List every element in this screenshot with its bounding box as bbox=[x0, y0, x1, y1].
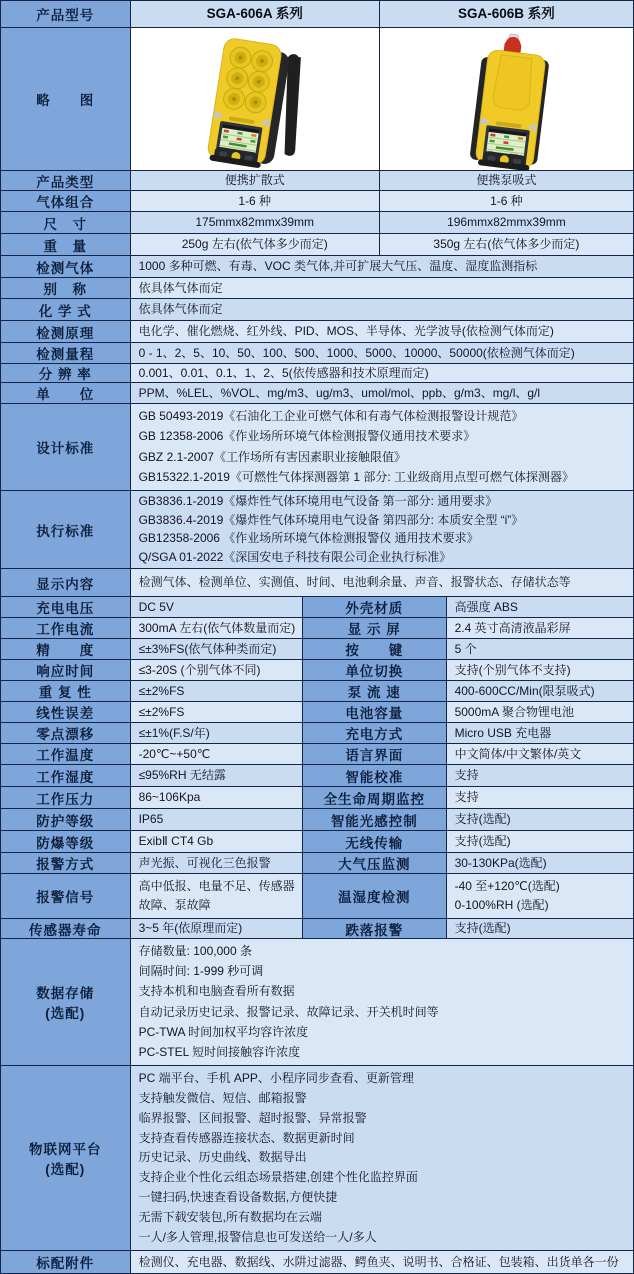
design-standards-value-line: GB 50493-2019《石油化工企业可燃气体和有毒气体检测报警设计规范》 bbox=[138, 409, 524, 424]
alarm-signal-value-1-line: 高中低报、电量不足、传感器 bbox=[138, 878, 295, 893]
data-storage-label bbox=[1, 939, 131, 1065]
row-standard-accessories bbox=[1, 1251, 633, 1273]
working-temperature-label-2-text: 语言界面 bbox=[345, 748, 404, 763]
detected-gas-value bbox=[131, 256, 633, 277]
detected-gas-value-line: 1000 多种可燃、有毒、VOC 类气体,并可扩展大气压、温度、湿度监测指标 bbox=[138, 259, 538, 273]
alarm-mode-value-2-line: 30-130KPa(选配) bbox=[454, 855, 547, 870]
row-alarm-signal bbox=[1, 874, 633, 919]
detection-principle-value-line: 电化学、催化燃烧、红外线、PID、MOS、半导体、光学波导(依检测气体而定) bbox=[138, 324, 554, 338]
design-standards-value-line: GBZ 2.1-2007《工作场所有害因素职业接触限值》 bbox=[138, 449, 406, 464]
dimensions-value-a bbox=[131, 212, 380, 233]
accuracy-value-2-line: 5 个 bbox=[454, 641, 477, 656]
zero-drift-label-2-text: 充电方式 bbox=[345, 727, 404, 742]
working-temperature-label-text: 工作温度 bbox=[36, 748, 95, 763]
response-time-label-2 bbox=[303, 660, 447, 680]
execution-standards-value-line: GB3836.4-2019《爆炸性气体环境用电气设备 第四部分: 本质安全型 “i”》 bbox=[138, 512, 524, 527]
gas-combination-value-a-line: 1-6 种 bbox=[238, 193, 272, 208]
device-b-photo-cell bbox=[380, 28, 633, 170]
chemical-formula-label bbox=[1, 299, 131, 320]
row-unit bbox=[1, 383, 633, 404]
zero-drift-value-1 bbox=[131, 723, 303, 743]
alarm-signal-value-1-line: 故障、泵故障 bbox=[138, 898, 211, 913]
iot-platform-value-line: 支持企业个性化云组态场景搭建,创建个性化监控界面 bbox=[138, 1170, 418, 1185]
resolution-value bbox=[131, 364, 633, 382]
display-content-value bbox=[131, 569, 633, 596]
gas-combination-label bbox=[1, 191, 131, 211]
charging-voltage-value-2 bbox=[447, 597, 633, 617]
explosion-proof-rating-label-2-text: 无线传输 bbox=[345, 835, 404, 851]
row-repeatability bbox=[1, 681, 633, 702]
alias-value-line: 依具体气体而定 bbox=[138, 280, 223, 295]
working-humidity-value-2-line: 支持 bbox=[454, 768, 479, 782]
alias-value bbox=[131, 278, 633, 298]
device-b-image bbox=[380, 28, 633, 170]
row-dimensions bbox=[1, 212, 633, 234]
iot-platform-label-text-2: (选配) bbox=[45, 1162, 86, 1177]
dimensions-label-text: 尺 寸 bbox=[43, 216, 88, 232]
device-a-image bbox=[131, 28, 380, 170]
working-temperature-value-2 bbox=[447, 744, 633, 764]
working-pressure-label-text: 工作压力 bbox=[36, 791, 95, 807]
execution-standards-value-line: GB3836.1-2019《爆炸性气体环境用电气设备 第一部分: 通用要求》 bbox=[138, 494, 498, 509]
execution-standards-label-text: 执行标准 bbox=[36, 523, 95, 539]
protection-rating-value-2 bbox=[447, 809, 633, 830]
design-standards-value-line: GB15322.1-2019《可燃性气体探测器第 1 部分: 工业级商用点型可燃气体探测器》 bbox=[138, 469, 574, 484]
explosion-proof-rating-value-1 bbox=[131, 831, 303, 852]
unit-value bbox=[131, 383, 633, 403]
working-pressure-label bbox=[1, 787, 131, 808]
row-alarm-mode bbox=[1, 853, 633, 874]
charging-voltage-label-2 bbox=[303, 597, 447, 617]
row-gas-combination bbox=[1, 191, 633, 212]
sensor-life-value-1-line: 3~5 年(依原理而定) bbox=[138, 921, 243, 935]
row-product-type bbox=[1, 171, 633, 191]
row-accuracy bbox=[1, 639, 633, 660]
detection-principle-value bbox=[131, 321, 633, 342]
alarm-mode-label bbox=[1, 853, 131, 873]
detection-principle-label-text: 检测原理 bbox=[36, 325, 95, 341]
product-model-col-a bbox=[131, 1, 380, 27]
charging-voltage-value-2-line: 高强度 ABS bbox=[454, 599, 518, 614]
working-pressure-label-2-text: 全生命周期监控 bbox=[323, 791, 426, 807]
row-charging-voltage bbox=[1, 597, 633, 618]
row-sketch bbox=[1, 28, 633, 171]
response-time-value-1-line: ≤3-20S (个别气体不同) bbox=[138, 662, 261, 677]
gas-combination-value-b bbox=[380, 191, 633, 211]
dimensions-label bbox=[1, 212, 131, 233]
charging-voltage-value-1 bbox=[131, 597, 303, 617]
weight-value-b-line: 350g 左右(依气体多少而定) bbox=[433, 237, 580, 251]
data-storage-label-text-2: (选配) bbox=[45, 1006, 86, 1021]
iot-platform-value-line: 无需下载安装包,所有数据均在云端 bbox=[138, 1210, 322, 1225]
execution-standards-value-line: Q/SGA 01-2022《深国安电子科技有限公司企业执行标准》 bbox=[138, 549, 452, 564]
iot-platform-value-line: 历史记录、历史曲线、数据导出 bbox=[138, 1150, 307, 1165]
accuracy-value-1-line: ≤±3%FS(依气体种类而定) bbox=[138, 641, 277, 656]
explosion-proof-rating-value-2-line: 支持(选配) bbox=[454, 834, 511, 848]
row-iot-platform bbox=[1, 1066, 633, 1251]
iot-platform-value bbox=[131, 1066, 633, 1250]
working-temperature-value-2-line: 中文简体/中文繁体/英文 bbox=[454, 746, 582, 761]
repeatability-label bbox=[1, 681, 131, 701]
iot-platform-value-line: PC 端平台、手机 APP、小程序同步查看、更新管理 bbox=[138, 1070, 414, 1085]
gas-combination-label-text: 气体组合 bbox=[36, 195, 95, 210]
alarm-signal-label-text: 报警信号 bbox=[36, 890, 95, 905]
standard-accessories-value bbox=[131, 1251, 633, 1273]
row-working-pressure bbox=[1, 787, 633, 809]
detection-principle-label bbox=[1, 321, 131, 342]
weight-value-a bbox=[131, 234, 380, 255]
working-humidity-value-1 bbox=[131, 765, 303, 786]
iot-platform-value-line: 支持查看传感器连接状态、数据更新时间 bbox=[138, 1130, 355, 1145]
working-current-label-2-text: 显 示 屏 bbox=[347, 622, 401, 637]
sketch-label-text: 略 图 bbox=[36, 93, 95, 108]
alarm-signal-label-2 bbox=[303, 874, 447, 918]
product-model-col-b-line: SGA-606B 系列 bbox=[458, 5, 555, 21]
detection-range-value-line: 0 - 1、2、5、10、50、100、500、1000、5000、10000、50000(依检测气体而定) bbox=[138, 345, 575, 360]
execution-standards-label bbox=[1, 491, 131, 568]
product-type-value-b-line: 便携泵吸式 bbox=[476, 173, 537, 187]
display-content-label-text: 显示内容 bbox=[36, 576, 95, 592]
working-humidity-label-text: 工作湿度 bbox=[36, 769, 95, 785]
data-storage-value-line: 存储数量: 100,000 条 bbox=[138, 944, 252, 959]
response-time-value-2 bbox=[447, 660, 633, 680]
repeatability-label-2 bbox=[303, 681, 447, 701]
working-pressure-value-1 bbox=[131, 787, 303, 808]
product-type-value-a bbox=[131, 171, 380, 190]
sensor-life-value-1 bbox=[131, 919, 303, 938]
alias-label-text: 别 称 bbox=[43, 282, 88, 297]
repeatability-value-1-line: ≤±2%FS bbox=[138, 683, 185, 698]
row-design-standards bbox=[1, 404, 633, 491]
linearity-error-label-2-text: 电池容量 bbox=[345, 706, 404, 721]
working-temperature-label bbox=[1, 744, 131, 764]
row-explosion-proof-rating bbox=[1, 831, 633, 853]
response-time-value-1 bbox=[131, 660, 303, 680]
alias-label bbox=[1, 278, 131, 298]
alarm-mode-value-1-line: 声光振、可视化三色报警 bbox=[138, 855, 271, 870]
protection-rating-value-1-line: IP65 bbox=[138, 812, 164, 826]
protection-rating-label-2-text: 智能光感控制 bbox=[330, 813, 418, 829]
data-storage-value-line: 自动记录历史记录、报警记录、故障记录、开关机时间等 bbox=[138, 1004, 439, 1019]
charging-voltage-label-text: 充电电压 bbox=[36, 601, 95, 616]
row-working-current bbox=[1, 618, 633, 639]
product-type-label-text: 产品类型 bbox=[36, 174, 95, 190]
sensor-life-label-text: 传感器寿命 bbox=[29, 922, 102, 938]
data-storage-value-line: 间隔时间: 1-999 秒可调 bbox=[138, 964, 264, 979]
explosion-proof-rating-value-2 bbox=[447, 831, 633, 852]
accuracy-label-text: 精 度 bbox=[36, 643, 95, 658]
row-data-storage bbox=[1, 939, 633, 1066]
design-standards-label bbox=[1, 404, 131, 490]
working-current-label bbox=[1, 618, 131, 638]
working-pressure-value-2 bbox=[447, 787, 633, 808]
row-detection-range bbox=[1, 343, 633, 364]
zero-drift-value-2-line: Micro USB 充电器 bbox=[454, 725, 552, 740]
linearity-error-value-1-line: ≤±2%FS bbox=[138, 704, 185, 719]
charging-voltage-label bbox=[1, 597, 131, 617]
detected-gas-label-text: 检测气体 bbox=[36, 260, 95, 276]
working-current-label-2 bbox=[303, 618, 447, 638]
row-response-time bbox=[1, 660, 633, 681]
chemical-formula-value-line: 依具体气体而定 bbox=[138, 302, 223, 316]
gas-combination-value-a bbox=[131, 191, 380, 211]
protection-rating-label-text: 防护等级 bbox=[36, 813, 95, 829]
alarm-signal-value-2-line: -40 至+120℃(选配) bbox=[454, 878, 560, 893]
row-chemical-formula bbox=[1, 299, 633, 321]
working-humidity-value-1-line: ≤95%RH 无结露 bbox=[138, 768, 226, 782]
working-pressure-value-2-line: 支持 bbox=[454, 790, 479, 804]
response-time-label-2-text: 单位切换 bbox=[345, 664, 404, 679]
working-temperature-value-1-line: -20℃~+50℃ bbox=[138, 746, 211, 761]
sensor-life-label-2-text: 跌落报警 bbox=[345, 922, 404, 938]
alarm-signal-value-1 bbox=[131, 874, 303, 918]
detection-range-value bbox=[131, 343, 633, 363]
detection-range-label bbox=[1, 343, 131, 363]
standard-accessories-label bbox=[1, 1251, 131, 1273]
standard-accessories-label-text: 标配附件 bbox=[36, 1256, 95, 1271]
row-resolution bbox=[1, 364, 633, 383]
alarm-signal-label-2-text: 温湿度检测 bbox=[338, 890, 411, 905]
design-standards-value-line: GB 12358-2006《作业场所环境气体检测报警仪通用技术要求》 bbox=[138, 429, 476, 444]
alarm-mode-label-2 bbox=[303, 853, 447, 873]
data-storage-value-line: PC-TWA 时间加权平均容许浓度 bbox=[138, 1024, 309, 1039]
product-model-label bbox=[1, 1, 131, 27]
charging-voltage-label-2-text: 外壳材质 bbox=[345, 601, 404, 616]
row-linearity-error bbox=[1, 702, 633, 723]
iot-platform-label-text: 物联网平台 bbox=[29, 1142, 102, 1157]
iot-platform-value-line: 一键扫码,快速查看设备数据,方便快捷 bbox=[138, 1190, 338, 1205]
chemical-formula-value bbox=[131, 299, 633, 320]
execution-standards-value bbox=[131, 491, 633, 568]
linearity-error-value-2 bbox=[447, 702, 633, 722]
dimensions-value-b-line: 196mmx82mmx39mm bbox=[447, 215, 566, 229]
chemical-formula-label-text: 化 学 式 bbox=[38, 303, 92, 319]
protection-rating-label-2 bbox=[303, 809, 447, 830]
unit-label-text: 单 位 bbox=[36, 387, 95, 402]
resolution-value-line: 0.001、0.01、0.1、1、2、5(依传感器和技术原理而定) bbox=[138, 365, 429, 380]
sensor-life-label-2 bbox=[303, 919, 447, 938]
working-humidity-label-2-text: 智能校准 bbox=[345, 769, 404, 785]
alarm-mode-value-2 bbox=[447, 853, 633, 873]
repeatability-value-2 bbox=[447, 681, 633, 701]
alarm-mode-value-1 bbox=[131, 853, 303, 873]
explosion-proof-rating-label-text: 防爆等级 bbox=[36, 835, 95, 851]
response-time-label bbox=[1, 660, 131, 680]
sensor-life-value-2-line: 支持(选配) bbox=[454, 921, 511, 935]
charging-voltage-value-1-line: DC 5V bbox=[138, 599, 174, 614]
row-display-content bbox=[1, 569, 633, 597]
alarm-signal-value-2 bbox=[447, 874, 633, 918]
explosion-proof-rating-value-1-line: ExibⅡ CT4 Gb bbox=[138, 834, 214, 848]
detected-gas-label bbox=[1, 256, 131, 277]
row-weight bbox=[1, 234, 633, 256]
protection-rating-value-1 bbox=[131, 809, 303, 830]
working-humidity-label-2 bbox=[303, 765, 447, 786]
explosion-proof-rating-label-2 bbox=[303, 831, 447, 852]
data-storage-value-line: 支持本机和电脑查看所有数据 bbox=[138, 984, 295, 999]
linearity-error-label-text: 线性误差 bbox=[36, 706, 95, 721]
sensor-life-label bbox=[1, 919, 131, 938]
accuracy-value-1 bbox=[131, 639, 303, 659]
zero-drift-value-2 bbox=[447, 723, 633, 743]
accuracy-label bbox=[1, 639, 131, 659]
display-content-label bbox=[1, 569, 131, 596]
row-working-humidity bbox=[1, 765, 633, 787]
display-content-value-line: 检测气体、检测单位、实测值、时间、电池剩余量、声音、报警状态、存储状态等 bbox=[138, 575, 571, 589]
repeatability-label-2-text: 泵 流 速 bbox=[347, 685, 401, 700]
alarm-mode-label-2-text: 大气压监测 bbox=[338, 857, 411, 872]
product-type-value-b bbox=[380, 171, 633, 190]
design-standards-label-text: 设计标准 bbox=[36, 441, 95, 456]
iot-platform-value-line: 一人/多人管理,报警信息也可发送给一人/多人 bbox=[138, 1230, 377, 1245]
zero-drift-label-text: 零点漂移 bbox=[36, 727, 95, 742]
weight-value-b bbox=[380, 234, 633, 255]
sensor-life-value-2 bbox=[447, 919, 633, 938]
product-model-col-b bbox=[380, 1, 633, 27]
standard-accessories-value-line: 检测仪、充电器、数据线、水阱过滤器、鳄鱼夹、说明书、合格证、包装箱、出货单各一份 bbox=[138, 1254, 619, 1269]
response-time-label-text: 响应时间 bbox=[36, 664, 95, 679]
working-humidity-value-2 bbox=[447, 765, 633, 786]
accuracy-label-2-text: 按 键 bbox=[345, 643, 404, 658]
device-a-photo-cell bbox=[131, 28, 380, 170]
product-type-value-a-line: 便携扩散式 bbox=[224, 173, 285, 187]
row-execution-standards bbox=[1, 491, 633, 569]
resolution-label-text: 分 辨 率 bbox=[38, 367, 92, 382]
design-standards-value bbox=[131, 404, 633, 490]
zero-drift-label-2 bbox=[303, 723, 447, 743]
row-alias bbox=[1, 278, 633, 299]
zero-drift-label bbox=[1, 723, 131, 743]
unit-label bbox=[1, 383, 131, 403]
linearity-error-value-1 bbox=[131, 702, 303, 722]
protection-rating-value-2-line: 支持(选配) bbox=[454, 812, 511, 826]
repeatability-value-2-line: 400-600CC/Min(限泵吸式) bbox=[454, 683, 595, 698]
working-humidity-label bbox=[1, 765, 131, 786]
working-current-value-2-line: 2.4 英寸高清液晶彩屏 bbox=[454, 620, 571, 635]
repeatability-label-text: 重 复 性 bbox=[38, 685, 92, 700]
working-pressure-value-1-line: 86~106Kpa bbox=[138, 790, 201, 804]
resolution-label bbox=[1, 364, 131, 382]
dimensions-value-b bbox=[380, 212, 633, 233]
row-working-temperature bbox=[1, 744, 633, 765]
working-temperature-value-1 bbox=[131, 744, 303, 764]
accuracy-value-2 bbox=[447, 639, 633, 659]
iot-platform-value-line: 临界报警、区间报警、超时报警、异常报警 bbox=[138, 1110, 367, 1125]
working-temperature-label-2 bbox=[303, 744, 447, 764]
alarm-signal-value-2-line: 0-100%RH (选配) bbox=[454, 898, 549, 913]
working-current-value-2 bbox=[447, 618, 633, 638]
row-zero-drift bbox=[1, 723, 633, 744]
product-model-label-text: 产品型号 bbox=[36, 8, 95, 23]
working-current-label-text: 工作电流 bbox=[36, 622, 95, 637]
product-type-label bbox=[1, 171, 131, 190]
repeatability-value-1 bbox=[131, 681, 303, 701]
product-model-col-a-line: SGA-606A 系列 bbox=[206, 5, 303, 21]
alarm-signal-label bbox=[1, 874, 131, 918]
iot-platform-label bbox=[1, 1066, 131, 1250]
zero-drift-value-1-line: ≤±1%(F.S/年) bbox=[138, 725, 210, 740]
linearity-error-value-2-line: 5000mA 聚合物锂电池 bbox=[454, 704, 574, 719]
weight-value-a-line: 250g 左右(依气体多少而定) bbox=[181, 237, 328, 251]
gas-combination-value-b-line: 1-6 种 bbox=[490, 193, 523, 208]
row-product-model bbox=[1, 1, 633, 28]
execution-standards-value-line: GB12358-2006 《作业场所环境气体检测报警仪 通用技术要求》 bbox=[138, 531, 479, 546]
row-sensor-life bbox=[1, 919, 633, 939]
alarm-mode-label-text: 报警方式 bbox=[36, 857, 95, 872]
row-detection-principle bbox=[1, 321, 633, 343]
row-detected-gas bbox=[1, 256, 633, 278]
protection-rating-label bbox=[1, 809, 131, 830]
weight-label-text: 重 量 bbox=[43, 238, 88, 254]
accuracy-label-2 bbox=[303, 639, 447, 659]
data-storage-value-line: PC-STEL 短时间接触容许浓度 bbox=[138, 1044, 301, 1059]
response-time-value-2-line: 支持(个别气体不支持) bbox=[454, 662, 571, 677]
working-pressure-label-2 bbox=[303, 787, 447, 808]
unit-value-line: PPM、%LEL、%VOL、mg/m3、ug/m3、umol/mol、ppb、g/m3、mg/l、g/l bbox=[138, 385, 541, 400]
data-storage-value bbox=[131, 939, 633, 1065]
working-current-value-1 bbox=[131, 618, 303, 638]
weight-label bbox=[1, 234, 131, 255]
explosion-proof-rating-label bbox=[1, 831, 131, 852]
detection-range-label-text: 检测量程 bbox=[36, 347, 95, 362]
linearity-error-label-2 bbox=[303, 702, 447, 722]
sketch-label bbox=[1, 28, 131, 170]
iot-platform-value-line: 支持触发微信、短信、邮箱报警 bbox=[138, 1090, 307, 1105]
row-protection-rating bbox=[1, 809, 633, 831]
data-storage-label-text: 数据存储 bbox=[36, 986, 95, 1001]
working-current-value-1-line: 300mA 左右(依气体数量而定) bbox=[138, 620, 296, 635]
linearity-error-label bbox=[1, 702, 131, 722]
dimensions-value-a-line: 175mmx82mmx39mm bbox=[195, 215, 315, 229]
